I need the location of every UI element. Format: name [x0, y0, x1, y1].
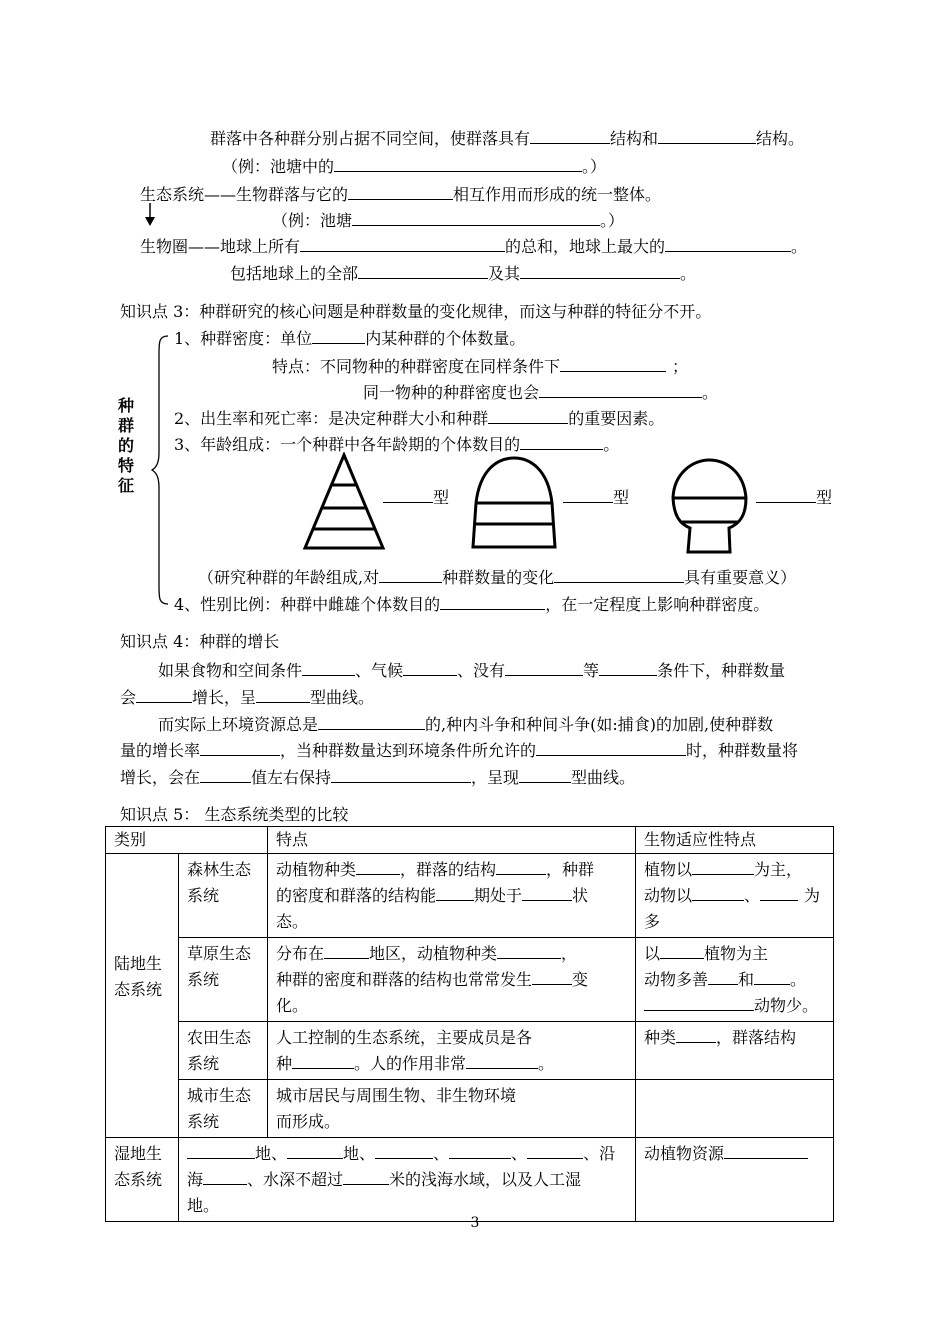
type-label-3: 型: [756, 487, 832, 508]
table-row: [106, 1080, 834, 1138]
blank[interactable]: [200, 740, 280, 756]
blank[interactable]: [358, 263, 488, 279]
blank[interactable]: [203, 1169, 247, 1185]
blank[interactable]: [488, 408, 568, 424]
blank[interactable]: [375, 1143, 433, 1159]
blank[interactable]: [300, 236, 505, 252]
blank[interactable]: [449, 1143, 511, 1159]
blank[interactable]: [496, 859, 546, 875]
blank[interactable]: [756, 487, 816, 503]
line-ecosystem: 生态系统——生物群落与它的 相互作用而形成的统一整体。: [140, 185, 662, 204]
blank[interactable]: [660, 943, 704, 959]
line-structure: 群落中各种群分别占据不同空间，使群落具有 结构和 结构。: [210, 129, 805, 148]
blank[interactable]: [539, 382, 702, 398]
blank[interactable]: [644, 995, 754, 1011]
age-pyramid-growth-icon: [302, 452, 386, 552]
blank[interactable]: [331, 767, 471, 783]
k3-heading: 知识点 3：种群研究的核心问题是种群数量的变化规律，而这与种群的特征分不开。: [120, 302, 712, 321]
blank[interactable]: [334, 156, 582, 172]
blank[interactable]: [440, 594, 545, 610]
header-adaptation: 生物适应性特点: [636, 827, 834, 854]
left-brace-icon: [150, 334, 170, 606]
header-type: 类别: [106, 827, 268, 854]
city-feature-cell: 城市居民与周围生物、非生物环境 而形成。: [268, 1080, 636, 1138]
blank[interactable]: [352, 210, 600, 226]
blank[interactable]: [383, 487, 433, 503]
blank[interactable]: [560, 356, 666, 372]
blank[interactable]: [379, 567, 442, 583]
blank[interactable]: [348, 184, 453, 200]
blank[interactable]: [520, 434, 603, 450]
blank[interactable]: [599, 660, 657, 676]
line-example-pond: （例：池塘中的 。）: [222, 157, 607, 176]
blank[interactable]: [287, 1143, 343, 1159]
age-pyramid-stable-icon: [468, 455, 560, 553]
blank[interactable]: [436, 885, 474, 901]
k4-para2-line3: 增长，会在 值左右保持 ，呈现 型曲线。: [120, 768, 636, 787]
blank[interactable]: [724, 1143, 808, 1159]
blank[interactable]: [403, 660, 457, 676]
k5-heading: 知识点 5： 生态系统类型的比较: [120, 805, 349, 824]
page-number: 3: [470, 1215, 480, 1231]
blank[interactable]: [527, 1143, 583, 1159]
age-pyramid-decline-icon: [666, 456, 752, 554]
table-row: [106, 938, 834, 1022]
table-row: [106, 1022, 834, 1080]
grass-cell: 草原生态系统: [179, 938, 268, 1022]
birth-death-line: 2、出生率和死亡率：是决定种群大小和种群 的重要因素。: [174, 409, 665, 428]
city-cell: 城市生态系统: [179, 1080, 268, 1138]
blank[interactable]: [554, 567, 684, 583]
line-biosphere-includes: 包括地球上的全部 及其 。: [230, 264, 697, 283]
k4-para2-line2: 量的增长率 ，当种群数量达到环境条件所允许的 时，种群数量将: [120, 741, 799, 760]
grass-adapt-cell: 以 植物为主 动物多善 和 。 动物少。: [636, 938, 834, 1022]
side-label-population-traits: 种群的特征: [117, 396, 134, 495]
city-adapt-cell: [636, 1080, 834, 1138]
k4-heading: 知识点 4：种群的增长: [120, 632, 280, 651]
blank[interactable]: [505, 660, 583, 676]
blank[interactable]: [312, 328, 365, 344]
blank[interactable]: [187, 1143, 255, 1159]
blank[interactable]: [324, 943, 369, 959]
header-feature: 特点: [268, 827, 636, 854]
blank[interactable]: [519, 767, 571, 783]
blank[interactable]: [676, 1027, 716, 1043]
wetland-cell: 湿地生态系统: [106, 1138, 179, 1222]
ecosystem-comparison-table: [105, 826, 834, 1222]
blank[interactable]: [563, 487, 613, 503]
blank[interactable]: [292, 1053, 354, 1069]
blank[interactable]: [520, 263, 680, 279]
blank[interactable]: [522, 885, 572, 901]
blank[interactable]: [536, 740, 686, 756]
blank[interactable]: [532, 969, 572, 985]
density-feature-line2: 同一物种的种群密度也会 。: [363, 383, 719, 402]
blank[interactable]: [692, 885, 744, 901]
table-header-row: [106, 827, 834, 854]
down-arrow-icon: [143, 202, 157, 228]
forest-cell: 森林生态系统: [179, 854, 268, 938]
blank[interactable]: [318, 714, 425, 730]
blank[interactable]: [708, 969, 738, 985]
blank[interactable]: [665, 236, 791, 252]
type-label-1: 型: [383, 487, 449, 508]
farm-feature-cell: 人工控制的生态系统，主要成员是各 种 。人的作用非常 。: [268, 1022, 636, 1080]
land-ecosystem-cell: 陆地生态系统: [106, 854, 179, 1138]
blank[interactable]: [658, 128, 756, 144]
density-line: 1、种群密度：单位 内某种群的个体数量。: [174, 329, 526, 348]
blank[interactable]: [760, 885, 798, 901]
line-example-pond2: （例：池塘 。）: [272, 211, 625, 230]
table-row: [106, 1138, 834, 1222]
farm-cell: 农田生态系统: [179, 1022, 268, 1080]
k4-para1-line2: 会 增长，呈 型曲线。: [120, 688, 375, 707]
forest-feature-cell: 动植物种类 ，群落的结构 ，种群 的密度和群落的结构能 期处于 状 态。: [268, 854, 636, 938]
blank[interactable]: [343, 1169, 389, 1185]
k4-para2-line1: 而实际上环境资源总是 的,种内斗争和种间斗争(如:捕食)的加剧,使种群数: [158, 715, 774, 734]
k4-para1-line1: 如果食物和空间条件 、气候 、没有 等 条件下，种群数量: [158, 661, 786, 680]
blank[interactable]: [466, 1053, 538, 1069]
blank[interactable]: [497, 943, 561, 959]
age-structure-line: 3、年龄组成：一个种群中各年龄期的个体数目的 。: [174, 435, 620, 454]
blank[interactable]: [530, 128, 610, 144]
farm-adapt-cell: 种类 ，群落结构: [636, 1022, 834, 1080]
type-label-2: 型: [563, 487, 629, 508]
blank[interactable]: [256, 687, 310, 703]
blank[interactable]: [692, 859, 754, 875]
blank[interactable]: [200, 767, 251, 783]
blank[interactable]: [136, 687, 192, 703]
age-note-line: （研究种群的年龄组成,对 种群数量的变化 具有重要意义）: [198, 568, 797, 587]
forest-adapt-cell: 植物以 为主， 动物以 、 为 多: [636, 854, 834, 938]
table-row: [106, 854, 834, 938]
sex-ratio-line: 4、性别比例：种群中雌雄个体数目的 ，在一定程度上影响种群密度。: [174, 595, 770, 614]
wetland-feature-cell: 地、 地、 、 、 、沿 海 、水深不超过 米的浅海水域，以及人工湿 地。: [179, 1138, 636, 1222]
blank[interactable]: [356, 859, 400, 875]
density-feature-line: 特点：不同物种的种群密度在同样条件下 ；: [272, 357, 689, 376]
grass-feature-cell: 分布在 地区，动植物种类 ， 种群的密度和群落的结构也常常发生 变 化。: [268, 938, 636, 1022]
blank[interactable]: [754, 969, 790, 985]
blank[interactable]: [302, 660, 355, 676]
line-biosphere: 生物圈——地球上所有 的总和，地球上最大的 。: [140, 237, 808, 256]
wetland-adapt-cell: 动植物资源: [636, 1138, 834, 1222]
